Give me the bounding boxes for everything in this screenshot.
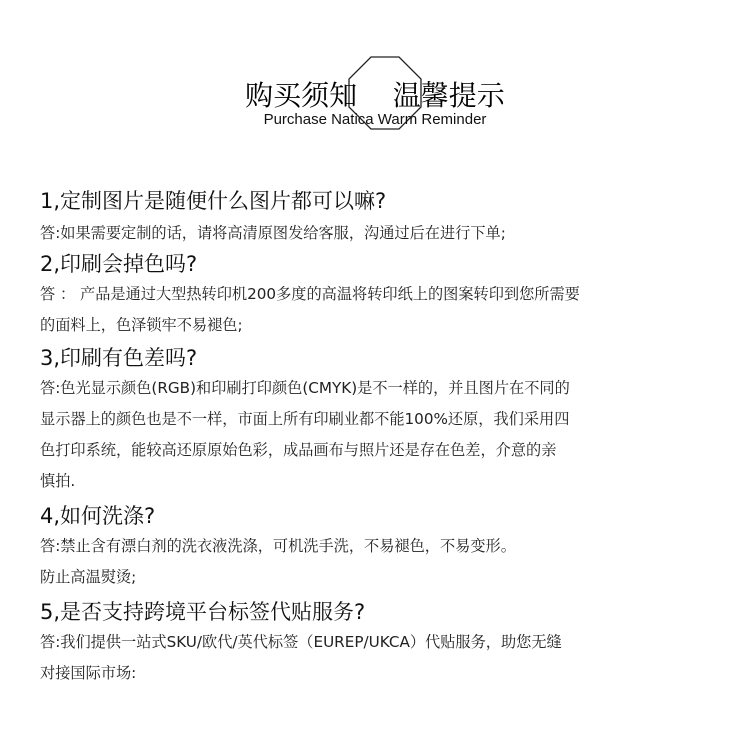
- faq-item-1: [40, 186, 745, 249]
- page-title: [0, 74, 750, 114]
- faq-question: 3,印刷有色差吗?: [40, 346, 198, 370]
- title-cn-right: 温馨提示: [392, 79, 505, 112]
- faq-question: 4,如何洗涤?: [40, 504, 156, 528]
- header: [0, 0, 750, 160]
- faq-answer-line: 答:禁止含有漂白剂的洗衣液洗涤，可机洗手洗，不易褪色，不易变形。: [40, 537, 516, 555]
- faq-question: 2,印刷会掉色吗?: [40, 252, 198, 276]
- faq-answer-line: 的面料上，色泽锁牢不易褪色;: [40, 316, 243, 334]
- faq-answer-line: 答:色光显示颜色(RGB)和印刷打印颜色(CMYK)是不一样的，并且图片在不同的: [40, 379, 570, 397]
- faq-item-4: [40, 501, 745, 593]
- faq-item-2: [40, 249, 745, 341]
- faq-answer-line: 显示器上的颜色也是不一样，市面上所有印刷业都不能100%还原，我们采用四: [40, 410, 570, 428]
- faq-answer-line: 对接国际市场:: [40, 664, 137, 682]
- faq-answer-line: 答 ： 产品是通过大型热转印机200多度的高温将转印纸上的图案转印到您所需要: [40, 285, 580, 303]
- faq-item-5: [40, 597, 745, 689]
- faq-answer-line: 防止高温熨烫;: [40, 568, 137, 586]
- faq-answer-line: 色打印系统，能较高还原原始色彩，成品画布与照片还是存在色差，介意的亲: [40, 441, 557, 459]
- faq-answer-line: 答:如果需要定制的话，请将高清原图发给客服，沟通过后在进行下单;: [40, 224, 506, 242]
- faq-answer-line: 慎拍.: [40, 472, 76, 490]
- faq-item-3: [40, 343, 745, 497]
- faq-list: [40, 186, 745, 689]
- faq-question: 1,定制图片是随便什么图片都可以嘛?: [40, 189, 387, 213]
- page-subtitle: Purchase Natica Warm Reminder: [263, 111, 487, 128]
- title-cn-left: 购买须知: [245, 79, 358, 112]
- faq-answer-line: 答:我们提供一站式SKU/欧代/英代标签（EUREP/UKCA）代贴服务，助您无缝: [40, 633, 562, 651]
- faq-question: 5,是否支持跨境平台标签代贴服务?: [40, 600, 366, 624]
